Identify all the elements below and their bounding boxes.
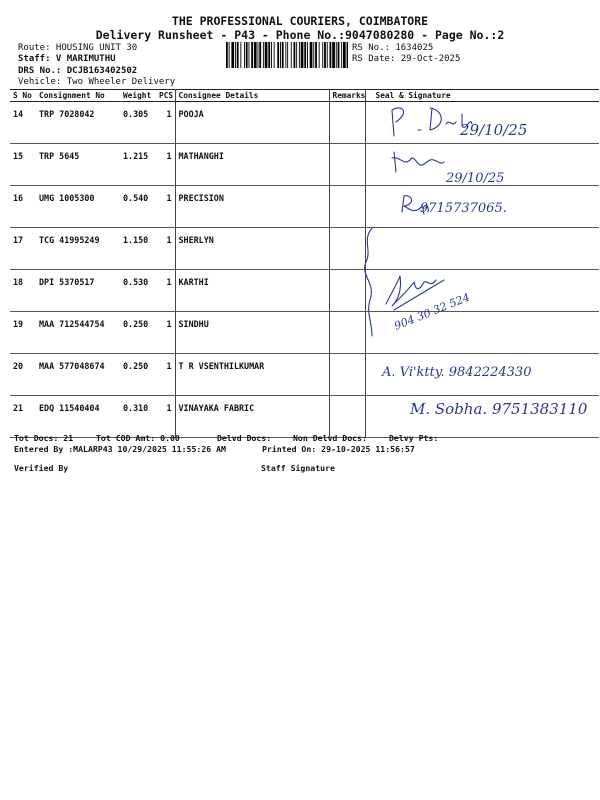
cell-weight: 0.250 bbox=[120, 312, 156, 354]
cell-consignee: PRECISION bbox=[175, 186, 329, 228]
cell-consignee: VINAYAKA FABRIC bbox=[175, 396, 329, 438]
cell-consignee: POOJA bbox=[175, 102, 329, 144]
staff-label: Staff: V MARIMUTHU bbox=[18, 54, 116, 64]
cell-consignment: MAA 712544754 bbox=[36, 312, 120, 354]
total-cod-amount: Tot COD Amt: 0.00 bbox=[96, 433, 180, 443]
cell-pcs: 1 bbox=[156, 354, 175, 396]
route-label: Route: HOUSING UNIT 30 bbox=[18, 43, 138, 53]
signature-row-21 bbox=[409, 400, 588, 418]
signature-row-14 bbox=[392, 108, 527, 139]
col-pcs: PCS bbox=[156, 90, 175, 102]
cell-pcs: 1 bbox=[156, 186, 175, 228]
rs-number: RS No.: 1634025 bbox=[352, 43, 434, 53]
cell-consignment: DPI 5370517 bbox=[36, 270, 120, 312]
cell-consignment: UMG 1005300 bbox=[36, 186, 120, 228]
delivered-docs: Delvd Docs: bbox=[217, 433, 272, 443]
signature-row-15 bbox=[392, 152, 504, 186]
cell-weight: 0.540 bbox=[120, 186, 156, 228]
hw-text-16: 9715737065. bbox=[420, 201, 507, 216]
cell-pcs: 1 bbox=[156, 228, 175, 270]
delivery-points: Delvy Pts: bbox=[389, 433, 439, 443]
cell-weight: 1.215 bbox=[120, 144, 156, 186]
cell-weight: 0.530 bbox=[120, 270, 156, 312]
printed-on: Printed On: 29-10-2025 11:56:57 bbox=[262, 444, 415, 454]
col-seal: Seal & Signature bbox=[365, 90, 599, 102]
cell-weight: 0.310 bbox=[120, 396, 156, 438]
cell-consignee: SINDHU bbox=[175, 312, 329, 354]
cell-consignee: SHERLYN bbox=[175, 228, 329, 270]
cell-consignee: MATHANGHI bbox=[175, 144, 329, 186]
col-consignment: Consignment No bbox=[36, 90, 120, 102]
cell-pcs: 1 bbox=[156, 144, 175, 186]
signature-row-20 bbox=[381, 365, 531, 380]
cell-sno: 20 bbox=[10, 354, 36, 396]
runsheet-title: Delivery Runsheet - P43 - Phone No.:9047080280 - Page No.:2 bbox=[95, 28, 505, 42]
staff-signature: Staff Signature bbox=[261, 463, 335, 473]
drs-number: DRS No.: DCJB163402502 bbox=[18, 66, 138, 76]
cell-pcs: 1 bbox=[156, 396, 175, 438]
cell-weight: 0.305 bbox=[120, 102, 156, 144]
cell-pcs: 1 bbox=[156, 270, 175, 312]
cell-weight: 0.250 bbox=[120, 354, 156, 396]
signature-bracket-17-19 bbox=[365, 228, 372, 336]
col-weight: Weight bbox=[120, 90, 156, 102]
cell-sno: 18 bbox=[10, 270, 36, 312]
col-sno: S No bbox=[10, 90, 36, 102]
cell-sno: 21 bbox=[10, 396, 36, 438]
entered-by: Entered By :MALARP43 10/29/2025 11:55:26 AM bbox=[14, 444, 226, 454]
hw-text-21: M. Sobha. 9751383110 bbox=[410, 400, 588, 418]
hw-text-19: 904 30 32 524 bbox=[392, 290, 472, 333]
cell-sno: 16 bbox=[10, 186, 36, 228]
signature-row-16 bbox=[402, 196, 507, 216]
cell-consignee: T R VSENTHILKUMAR bbox=[175, 354, 329, 396]
col-remarks: Remarks bbox=[329, 90, 365, 102]
hw-date-14: 29/10/25 bbox=[460, 121, 528, 139]
cell-sno: 14 bbox=[10, 102, 36, 144]
company-name: THE PROFESSIONAL COURIERS, COIMBATORE bbox=[171, 14, 429, 28]
signature-row-19 bbox=[392, 291, 471, 333]
cell-sno: 15 bbox=[10, 144, 36, 186]
verified-by: Verified By bbox=[14, 463, 69, 473]
cell-pcs: 1 bbox=[156, 102, 175, 144]
rs-date: RS Date: 29-Oct-2025 bbox=[352, 54, 461, 64]
cell-consignment: TCG 41995249 bbox=[36, 228, 120, 270]
cell-consignment: TRP 5645 bbox=[36, 144, 120, 186]
cell-weight: 1.150 bbox=[120, 228, 156, 270]
total-docs: Tot Docs: 21 bbox=[14, 433, 74, 443]
cell-sno: 19 bbox=[10, 312, 36, 354]
col-consignee: Consignee Details bbox=[175, 90, 329, 102]
vehicle-label: Vehicle: Two Wheeler Delivery bbox=[18, 77, 176, 87]
hw-text-20: A. Vi'ktty. 9842224330 bbox=[382, 365, 532, 380]
non-delivered-docs: Non Delvd Docs: bbox=[293, 433, 367, 443]
hw-text-15: 29/10/25 bbox=[446, 171, 505, 186]
cell-consignment: TRP 7028042 bbox=[36, 102, 120, 144]
cell-consignment: EDQ 11540404 bbox=[36, 396, 120, 438]
cell-sno: 17 bbox=[10, 228, 36, 270]
cell-pcs: 1 bbox=[156, 312, 175, 354]
cell-consignment: MAA 577048674 bbox=[36, 354, 120, 396]
cell-consignee: KARTHI bbox=[175, 270, 329, 312]
